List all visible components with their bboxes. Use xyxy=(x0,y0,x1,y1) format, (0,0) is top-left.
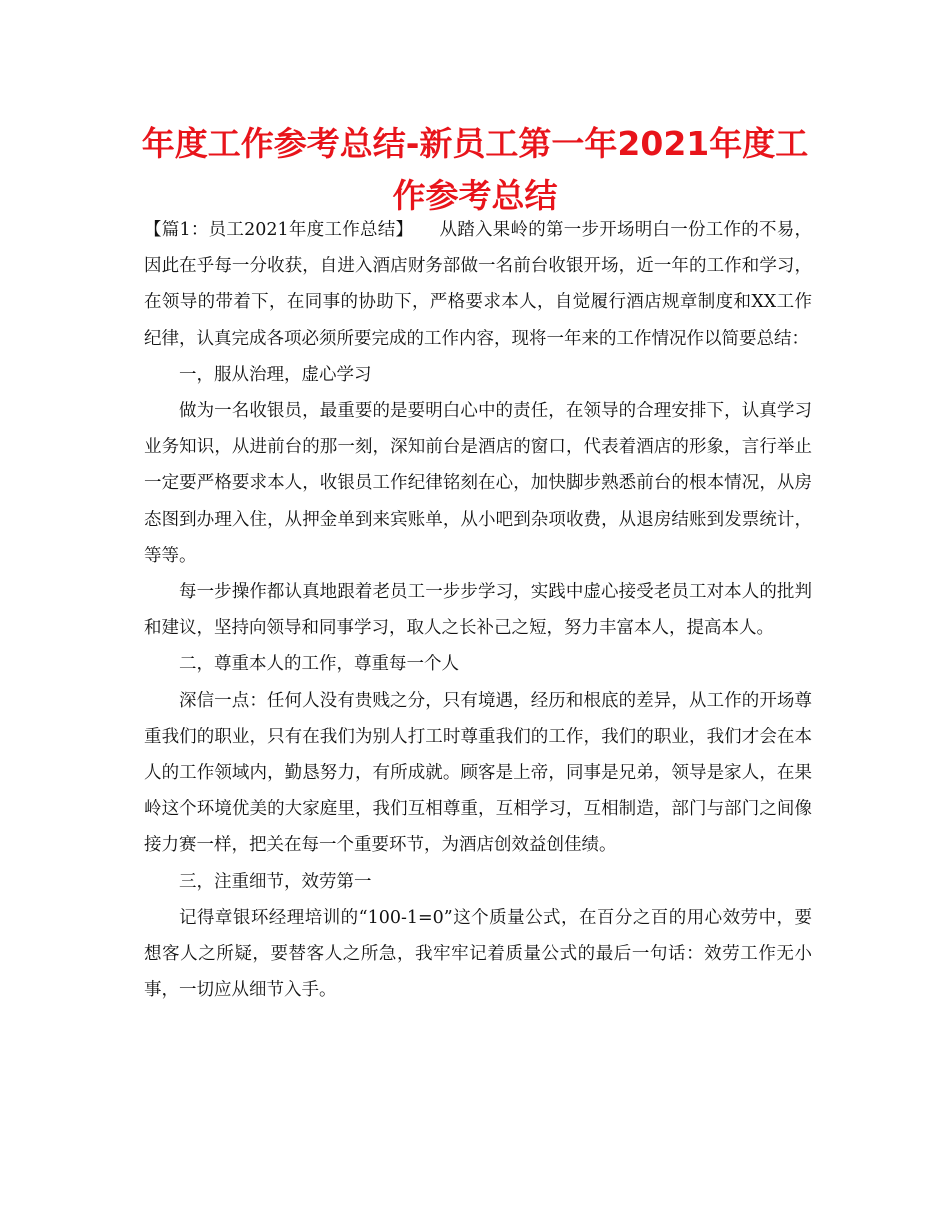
paragraph-intro xyxy=(144,212,812,357)
paragraph: 记得章银环经理培训的“100-1=0”这个质量公式，在百分之百的用心效劳中，要想客人之所疑，要替客人之所急，我牢牢记着质量公式的最后一句话：效劳工作无小事，一切应从细节入手。 xyxy=(144,907,812,1001)
paragraph: 深信一点：任何人没有贵贱之分，只有境遇，经历和根底的差异，从工作的开场尊重我们的职业，只有在我们为别人打工时尊重我们的工作，我们的职业，我们才会在本人的工作领域内，勤恳努力，有所成就。顾客是上帝，同事是兄弟，领导是家人，在果岭这个环境优美的大家庭里，我们互相尊重，互相学习，互相制造，部门与部门之间像接力赛一样，把关在每一个重要环节，为酒店创效益创佳绩。 xyxy=(144,690,812,856)
document-body xyxy=(144,212,812,1008)
paragraph-text: 从踏入果岭的第一步开场明白一份工作的不易，因此在乎每一分收获，自进入酒店财务部做一名前台收银开场，近一年的工作和学习，在领导的带着下，在同事的协助下，严格要求本人，自觉履行酒店规章制度和XX工作纪律，认真完成各项必须所要完成的工作内容，现将一年来的工作情况作以简要总结： xyxy=(144,220,812,349)
paragraph: 每一步操作都认真地跟着老员工一步步学习，实践中虚心接受老员工对本人的批判和建议，坚持向领导和同事学习，取人之长补己之短，努力丰富本人，提高本人。 xyxy=(144,582,812,639)
document-title: 年度工作参考总结-新员工第一年2021年度工作参考总结 xyxy=(141,124,809,215)
heading-three: 三，注重细节，效劳第一 xyxy=(179,871,372,892)
heading-two: 二，尊重本人的工作，尊重每一个人 xyxy=(179,654,459,675)
heading-one: 一，服从治理，虚心学习 xyxy=(179,364,372,385)
paragraph: 做为一名收银员，最重要的是要明白心中的责任，在领导的合理安排下，认真学习业务知识，从进前台的那一刻，深知前台是酒店的窗口，代表着酒店的形象，言行举止一定要严格要求本人，收银员工作纪律铭刻在心，加快脚步熟悉前台的根本情况，从房态图到办理入住，从押金单到来宾账单，从小吧到杂项收费，从退房结账到发票统计，等等。 xyxy=(144,401,812,566)
section-label: 【篇1：员工2021年度工作总结】 xyxy=(144,220,414,240)
